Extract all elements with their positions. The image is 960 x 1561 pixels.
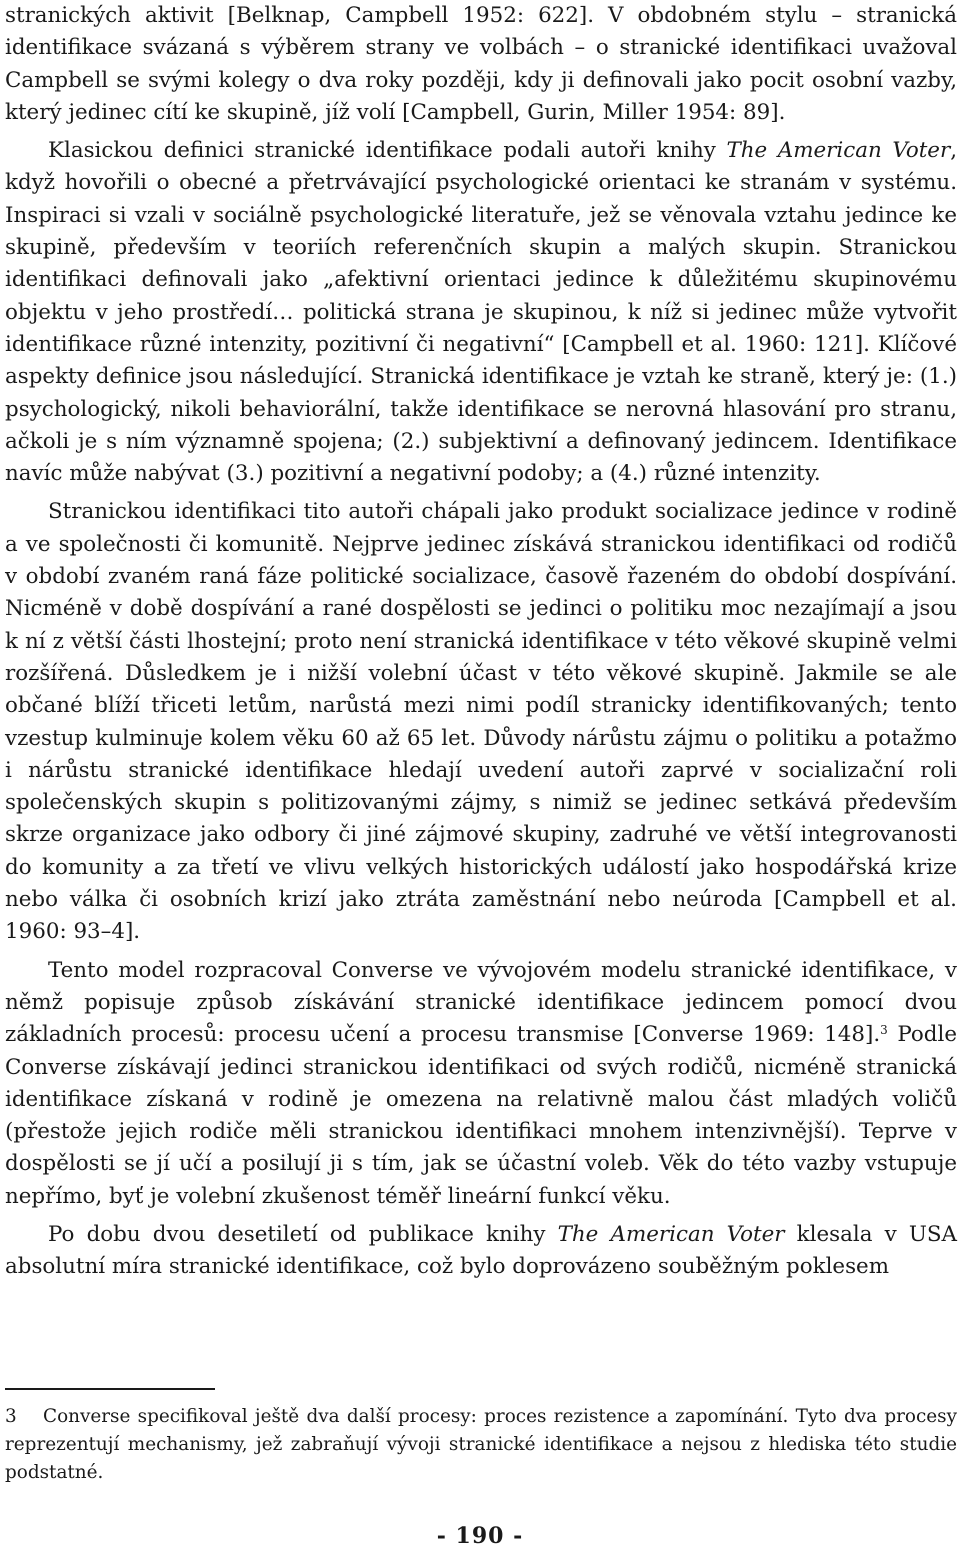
paragraph [5, 955, 957, 1213]
paragraph-text: , když hovořili o obecné a přetrvávající psychologické orientaci ke stranám v systému. Inspiraci si vzali v sociálně psychologické literatuře, jež se věnovala vztahu jedince ke skupině, především v teoriích referenčních skupin a malých skupin. Stranickou identifikaci definovali jako „afektivní orientaci jedince k důležitému skupinovému objektu v jeho prostředí… politická strana je skupinou, k níž si jedinec může vytvořit identifikace různé intenzity, pozitivní či negativní“ [Campbell et al. 1960: 121]. Klíčové aspekty definice jsou následující. Stranická identifikace je vztah ke straně, který je: (1.) psychologický, nikoli behaviorální, takže identifikace se nerovná hlasování pro stranu, ačkoli je s ním významně spojena; (2.) subjektivní a definovaný jedincem. Identifikace navíc může nabývat (3.) pozitivní a negativní podoby; a (4.) různé intenzity. [5, 138, 958, 487]
footnote-reference: 3 [880, 1023, 888, 1038]
paragraph [5, 1219, 957, 1284]
footnote-text: Converse specifikoval ještě dva další procesy: proces rezistence a zapomínání. Tyto dva procesy reprezentují mechanismy, jež zabraňují vývoji stranické identifikace a nejsou z hlediska této studie podstatné. [5, 1406, 957, 1483]
paragraph-text: Podle Converse získávají jedinci stranickou identifikaci od svých rodičů, nicméně stranická identifikace získaná v rodině je omezena na relativně malou část mladých voličů (přestože jejich rodiče měli stranickou identifikaci mnohem intenzivnější). Teprve v dospělosti se jí učí a posilují ji s tím, jak se účastní voleb. Věk do této vazby vstupuje nepřímo, byť je volební zkušenost téměř lineární funkcí věku. [5, 1022, 957, 1209]
paragraph-text: klesala v USA absolutní míra stranické identifikace, což bylo doprovázeno souběžným poklesem [5, 1221, 958, 1280]
italic-title: The American Voter [726, 138, 951, 164]
italic-title: The American Voter [557, 1221, 785, 1247]
paragraph-text: Klasickou definici stranické identifikace podali autoři knihy [48, 138, 727, 164]
page-body [5, 0, 957, 1284]
footnote-divider [5, 1388, 215, 1390]
paragraph [5, 135, 957, 490]
paragraph [5, 496, 957, 948]
footnote-number: 3 [5, 1406, 17, 1427]
paragraph-text: stranických aktivit [Belknap, Campbell 1952: 622]. V obdobném stylu – stranická identifikace svázaná s výběrem strany ve volbách – o stranické identifikaci uvažoval Campbell se svými kolegy o dva roky později, kdy ji definovali jako pocit osobní vazby, který jedinec cítí ke skupině, jíž volí [Campbell, Gurin, Miller 1954: 89]. [5, 3, 957, 125]
footnote [5, 1403, 957, 1487]
paragraph-text: Tento model rozpracoval Converse ve vývojovém modelu stranické identifikace, v němž popisuje způsob získávání stranické identifikace jedincem pomocí dvou základních procesů: procesu učení a procesu transmise [Converse 1969: 148]. [5, 957, 957, 1048]
paragraph [5, 0, 957, 129]
paragraph-text: Po dobu dvou desetiletí od publikace knihy [48, 1221, 558, 1247]
page-number: - 190 - [436, 1523, 524, 1549]
paragraph-text: Stranickou identifikaci tito autoři chápali jako produkt socializace jedince v rodině a ve společnosti či komunitě. Nejprve jedinec získává stranickou identifikaci od rodičů v období zvaném raná fáze politické socializace, časově řazeném do období dospívání. Nicméně v době dospívání a rané dospělosti se jedinci o politiku moc nezajímají a jsou k ní z větší části lhostejní; proto není stranická identifikace v této věkové skupině velmi rozšířená. Důsledkem je i nižší volební účast v této věkové skupině. Jakmile se ale občané blíží třiceti letům, narůstá mezi nimi podíl stranicky identifikovaných; tento vzestup kulminuje kolem věku 60 až 65 let. Důvody nárůstu zájmu o politiku a potažmo i nárůstu stranické identifikace hledají uvedení autoři zaprvé v socializační roli společenských skupin s politizovanými zájmy, s nimiž se jedinec setkává především skrze organizace jako odbory či jiné zájmové skupiny, zadruhé ve větší integrovanosti do komunity a za třetí ve vlivu velkých historických událostí jako hospodářská krize nebo válka či osobních krizí jako ztráta zaměstnání nebo neúroda [Campbell et al. 1960: 93–4]. [5, 499, 957, 945]
